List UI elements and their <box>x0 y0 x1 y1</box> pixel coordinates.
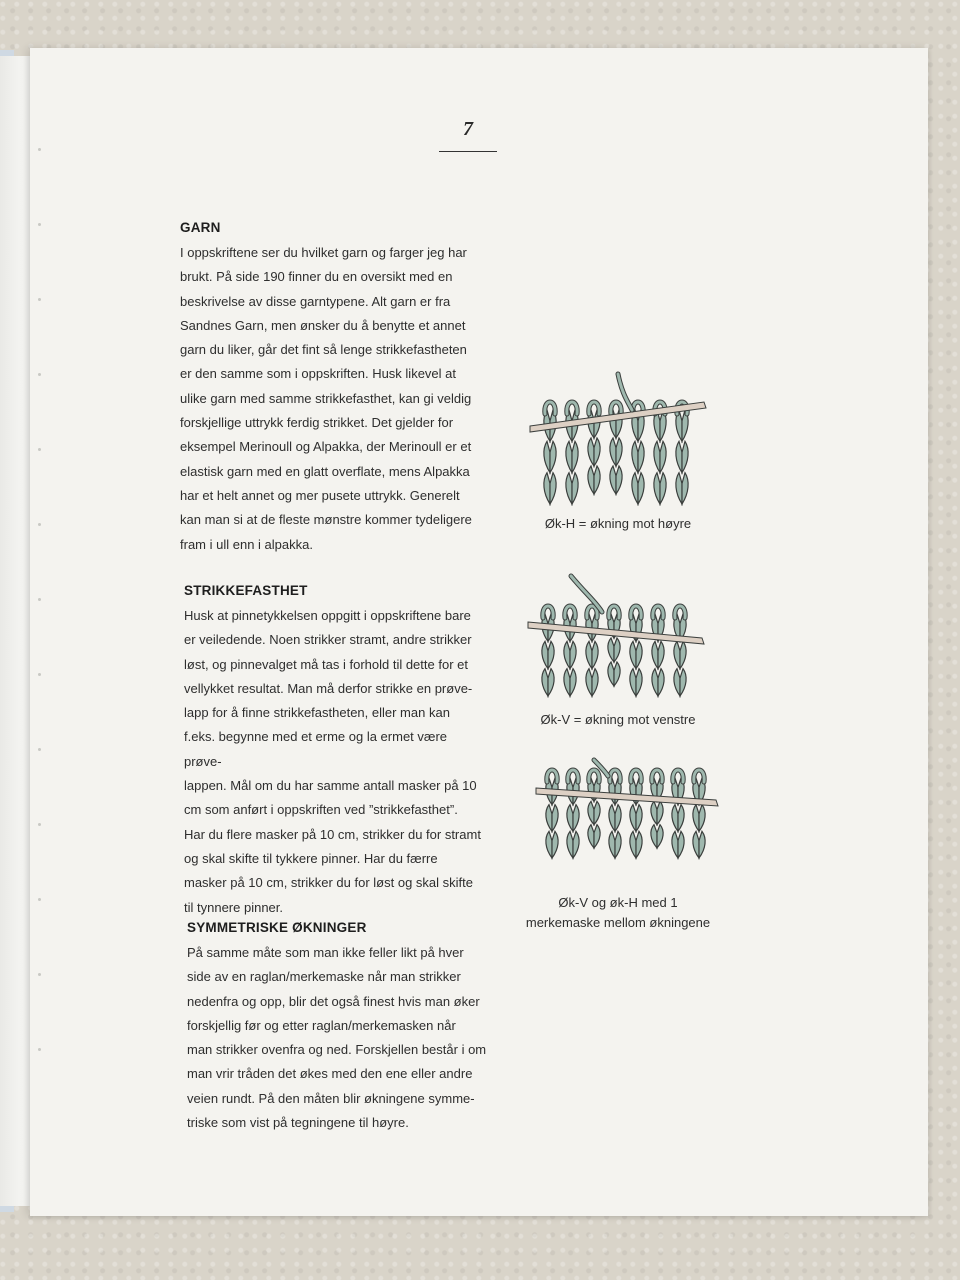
stitch-leg <box>657 801 663 824</box>
text-line: til tynnere pinner. <box>184 899 284 915</box>
text-line: man strikker ovenfra og ned. Forskjellen består i om <box>187 1042 487 1058</box>
stitch-leg <box>632 473 638 504</box>
text-line: side av en raglan/merkemaske når man strikker <box>187 969 461 985</box>
stitch-leg <box>672 831 678 858</box>
stitch-leg <box>657 825 663 848</box>
stitch-leg <box>636 831 642 858</box>
stitch-leg <box>678 805 684 832</box>
stitch-leg <box>570 641 576 668</box>
text-line: Har du flere masker på 10 cm, strikker du for stramt <box>184 826 481 842</box>
stitch-leg <box>592 669 598 696</box>
stitch-leg <box>573 805 579 832</box>
stitch-leg <box>699 831 705 858</box>
stitch-leg <box>630 641 636 668</box>
stitch-leg <box>546 831 552 858</box>
stitch-leg <box>654 441 660 472</box>
increase-strand <box>571 576 602 612</box>
section-strikkefasthet <box>184 583 484 920</box>
stitch-columns <box>546 770 705 858</box>
text-line: Sandnes Garn, men ønsker du å benytte et annet <box>180 317 466 333</box>
text-line: vellykket resultat. Man må derfor strikke en prøve- <box>184 680 473 696</box>
stitch-leg <box>654 473 660 504</box>
book-page <box>30 48 928 1216</box>
text-line: f.eks. begynne med et erme og la ermet være prøve- <box>184 729 448 769</box>
stitch-leg <box>660 473 666 504</box>
stitch-leg <box>614 638 620 662</box>
stitch-leg <box>608 662 614 686</box>
text-line: cm som anført i oppskriften ved ”strikkefasthet”. <box>184 802 458 818</box>
stitch-leg <box>682 473 688 504</box>
stitch-leg <box>544 473 550 504</box>
knitting-stitches-svg <box>526 566 706 706</box>
section-heading: STRIKKEFASTHET <box>184 583 308 598</box>
binding-holes <box>38 148 42 1148</box>
stitch-leg <box>676 441 682 472</box>
stitch-leg <box>567 831 573 858</box>
stitch-leg <box>660 441 666 472</box>
section-symmetriske-okninger <box>187 920 487 1135</box>
stitch-leg <box>610 438 616 466</box>
stitch-leg <box>615 805 621 832</box>
stitch-leg <box>594 801 600 824</box>
stitch-leg <box>632 441 638 472</box>
stitch-leg <box>658 641 664 668</box>
stitch-leg <box>550 473 556 504</box>
section-body <box>187 941 487 1135</box>
text-line: man vrir tråden det økes med den ene eller andre <box>187 1066 473 1082</box>
stitch-leg <box>608 638 614 662</box>
text-line: forskjellig før og etter raglan/merkemasken når <box>187 1017 456 1033</box>
stitch-leg <box>693 831 699 858</box>
text-line: lappen. Mål om du har samme antall masker på 10 <box>184 778 477 794</box>
stitch-leg <box>676 473 682 504</box>
stitch-leg <box>552 831 558 858</box>
text-line: forskjellige uttrykk ferdig strikket. Det gjelder for <box>180 415 454 431</box>
stitch-leg <box>674 669 680 696</box>
stitch-leg <box>674 641 680 668</box>
knitting-needle <box>536 788 718 806</box>
page-number-rule <box>439 151 497 152</box>
knitting-stitches-svg <box>534 748 719 868</box>
stitch-leg <box>552 805 558 832</box>
text-line: løst, og pinnevalget må tas i forhold til dette for et <box>184 656 468 672</box>
stitch-leg <box>680 641 686 668</box>
figure-caption: Øk-V = økning mot venstre <box>540 712 696 727</box>
stitch-leg <box>566 473 572 504</box>
section-heading: GARN <box>180 220 221 235</box>
text-line: triske som vist på tegningene til høyre. <box>187 1115 409 1131</box>
stitch-leg <box>678 831 684 858</box>
caption-line: Øk-V og øk-H med 1 <box>558 895 678 910</box>
stitch-leg <box>652 641 658 668</box>
text-line: brukt. På side 190 finner du en oversikt med en <box>180 269 453 285</box>
section-body <box>184 604 484 920</box>
stitch-leg <box>594 466 600 494</box>
stitch-leg <box>572 473 578 504</box>
text-line: har et helt annet og mer pusete uttrykk. Generelt <box>180 487 460 503</box>
stitch-leg <box>636 805 642 832</box>
stitch-leg <box>693 805 699 832</box>
stitch-leg <box>546 805 552 832</box>
stitch-leg <box>567 805 573 832</box>
figure-caption: Øk-H = økning mot høyre <box>544 516 692 531</box>
text-line: og skal skifte til tykkere pinner. Har du færre <box>184 850 438 866</box>
knitting-illustration-ok-v <box>526 566 706 706</box>
text-line: kan man si at de fleste mønstre kommer tydeligere <box>180 512 472 528</box>
stitch-leg <box>570 669 576 696</box>
stitch-leg <box>651 801 657 824</box>
stitch-leg <box>564 641 570 668</box>
figure-caption <box>513 893 723 933</box>
stitch-leg <box>651 825 657 848</box>
text-line: veien rundt. På den måten blir økningene symme- <box>187 1090 475 1106</box>
caption-line: merkemaske mellom økningene <box>525 915 711 930</box>
text-line: fram i ull enn i alpakka. <box>180 536 313 552</box>
section-heading: SYMMETRISKE ØKNINGER <box>187 920 367 935</box>
text-line: elastisk garn med en glatt overflate, mens Alpakka <box>180 463 470 479</box>
stitch-leg <box>682 441 688 472</box>
stitch-leg <box>592 641 598 668</box>
stitch-leg <box>550 441 556 472</box>
knitting-stitches-svg <box>528 354 708 509</box>
stitch-leg <box>588 825 594 848</box>
text-line: ulike garn med samme strikkefasthet, kan gi veldig <box>180 390 472 406</box>
stitch-leg <box>594 825 600 848</box>
stitch-leg <box>542 641 548 668</box>
stitch-leg <box>573 831 579 858</box>
stitch-leg <box>588 438 594 466</box>
stitch-leg <box>586 641 592 668</box>
text-line: lapp for å finne strikkefastheten, eller man kan <box>184 705 450 721</box>
stitch-leg <box>610 466 616 494</box>
stitch-leg <box>658 669 664 696</box>
stitch-leg <box>586 669 592 696</box>
stitch-leg <box>636 669 642 696</box>
stitch-leg <box>614 662 620 686</box>
knitting-illustration-ok-v-ok-h <box>534 748 719 868</box>
text-line: eksempel Merinoull og Alpakka, der Merinoull er et <box>180 439 472 455</box>
text-line: masker på 10 cm, strikker du for løst og skal skifte <box>184 875 473 891</box>
stitch-leg <box>672 805 678 832</box>
stitch-leg <box>630 805 636 832</box>
stitch-leg <box>542 669 548 696</box>
stitch-leg <box>588 801 594 824</box>
section-garn <box>180 220 480 557</box>
text-line: På samme måte som man ikke feller likt på hver <box>187 945 464 960</box>
knitting-illustration-ok-h <box>528 354 708 509</box>
stitch-leg <box>680 669 686 696</box>
stitch-leg <box>609 831 615 858</box>
stitch-leg <box>548 641 554 668</box>
section-body <box>180 241 480 557</box>
stitch-leg <box>630 669 636 696</box>
stitch-leg <box>636 641 642 668</box>
page-number: 7 <box>463 118 473 140</box>
stitch-leg <box>630 831 636 858</box>
stitch-leg <box>616 438 622 466</box>
stitch-leg <box>652 669 658 696</box>
text-line: Husk at pinnetykkelsen oppgitt i oppskriftene bare <box>184 608 471 623</box>
stitch-leg <box>572 441 578 472</box>
stitch-leg <box>615 831 621 858</box>
stitch-leg <box>544 441 550 472</box>
stitch-leg <box>609 805 615 832</box>
stitch-leg <box>548 669 554 696</box>
stitch-leg <box>638 441 644 472</box>
stitch-leg <box>566 441 572 472</box>
text-line: beskrivelse av disse garntypene. Alt garn er fra <box>180 293 451 309</box>
stitch-leg <box>594 438 600 466</box>
stitch-leg <box>699 805 705 832</box>
text-line: nedenfra og opp, blir det også finest hvis man øker <box>187 993 480 1009</box>
text-line: I oppskriftene ser du hvilket garn og farger jeg har <box>180 245 467 260</box>
text-line: garn du liker, går det fint så lenge strikkefastheten <box>180 342 467 358</box>
stitch-leg <box>616 466 622 494</box>
stitch-leg <box>588 466 594 494</box>
text-line: er den samme som i oppskriften. Husk likevel at <box>180 366 456 382</box>
stitch-leg <box>564 669 570 696</box>
text-line: er veiledende. Noen strikker stramt, andre strikker <box>184 632 472 648</box>
stitch-leg <box>638 473 644 504</box>
stitch-columns <box>542 606 686 696</box>
